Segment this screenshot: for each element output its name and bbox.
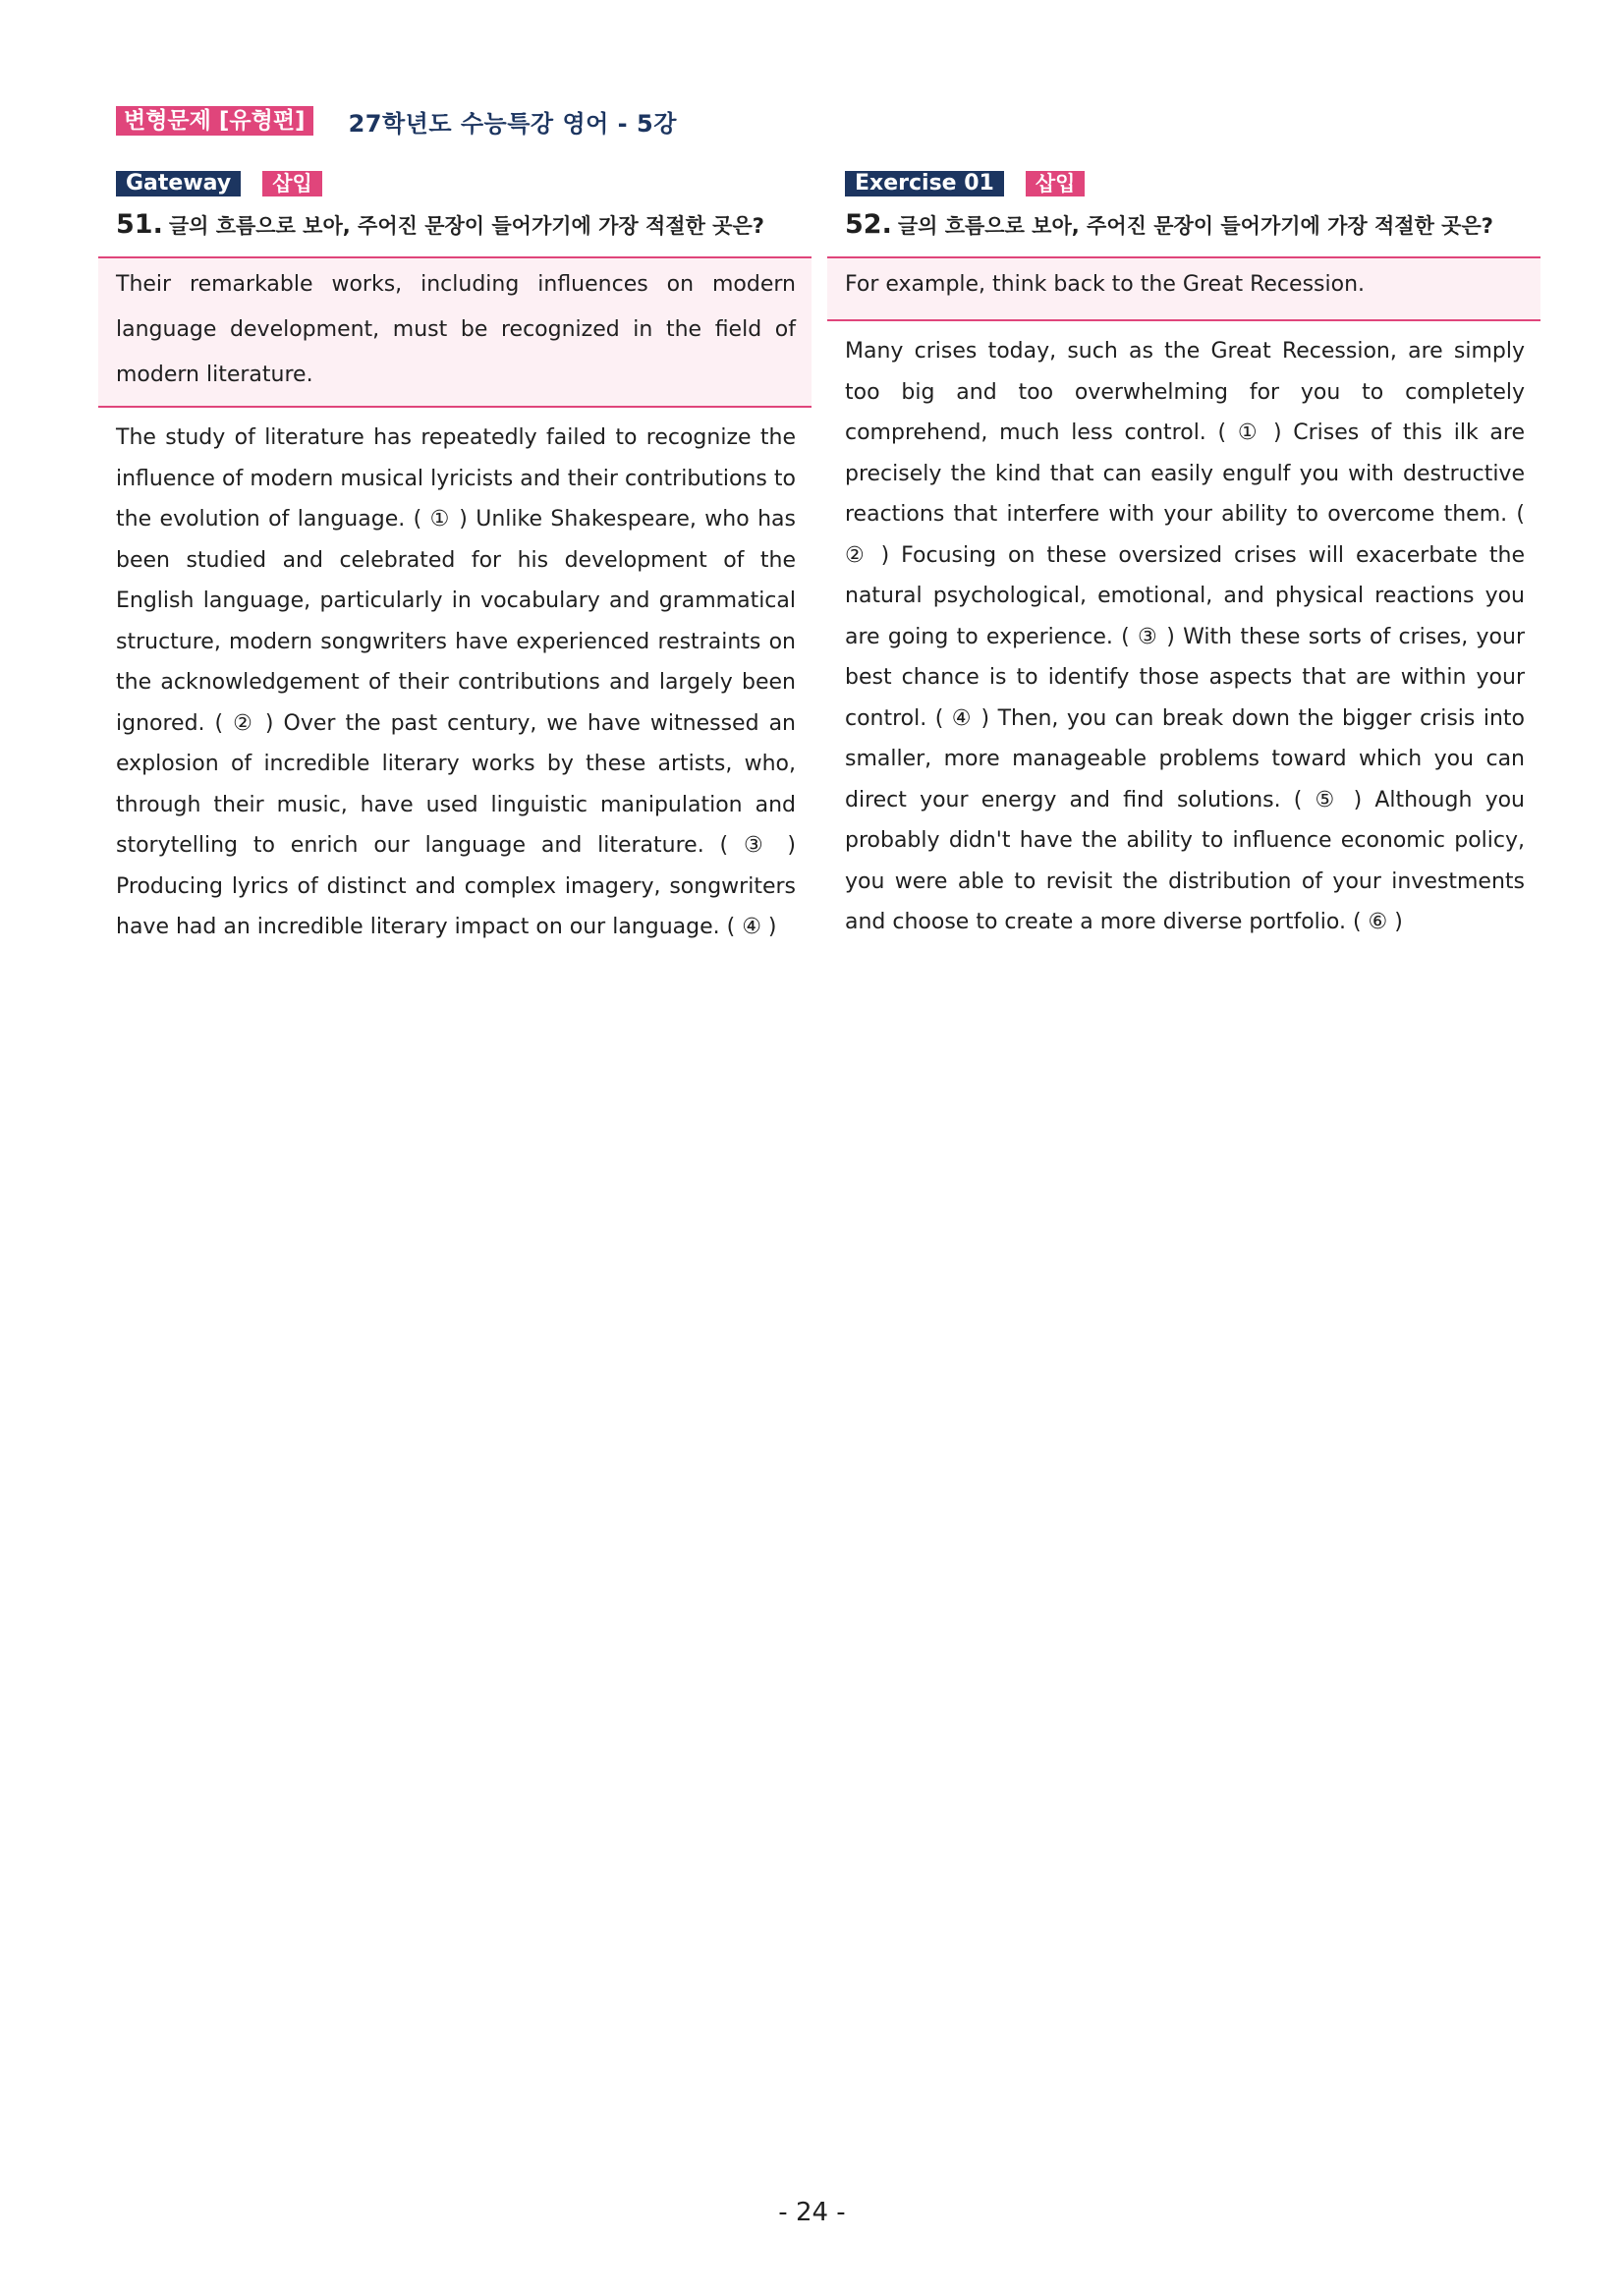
question-number: 51. bbox=[116, 209, 163, 240]
page-number: - 24 - bbox=[778, 2198, 846, 2227]
question-prompt bbox=[845, 206, 1513, 245]
given-sentence-box: Their remarkable works, including influences on modern language development, must be recognized in the field of modern literature. bbox=[98, 256, 812, 408]
passage-text: The study of literature has repeatedly failed to recognize the influence of modern musical lyricists and their contributions to the evolution of language. ( ① ) Unlike Shakespeare, who has been studied and celebrated for his development of the English language, particularly in vocabulary and grammatical structure, modern songwriters have experienced restraints on the acknowledgement of their contributions and largely been ignored. ( ② ) Over the past century, we have witnessed an explosion of incredible literary works by these artists, who, through their music, have used linguistic manipulation and storytelling to enrich our language and literature. ( ③ ) Producing lyrics of distinct and complex imagery, songwriters have had an incredible literary impact on our language. ( ④ ) bbox=[116, 425, 796, 939]
question-badges bbox=[845, 171, 1540, 196]
question-text: 글의 흐름으로 보아, 주어진 문장이 들어가기에 가장 적절한 곳은? bbox=[897, 214, 1493, 238]
exercise-badge: Exercise 01 bbox=[845, 171, 1004, 196]
given-sentence-box: For example, think back to the Great Recession. bbox=[827, 256, 1540, 321]
page-title: 27학년도 수능특강 영어 - 5강 bbox=[348, 109, 677, 138]
question-52 bbox=[827, 171, 1540, 943]
section-tag: 변형문제 [유형편] bbox=[116, 106, 313, 136]
gateway-badge: Gateway bbox=[116, 171, 241, 196]
question-51 bbox=[98, 171, 812, 948]
question-number: 52. bbox=[845, 209, 892, 240]
question-badges bbox=[116, 171, 812, 196]
question-prompt bbox=[116, 206, 784, 245]
type-badge: 삽입 bbox=[1026, 171, 1086, 196]
page-header bbox=[116, 104, 677, 138]
type-badge: 삽입 bbox=[262, 171, 322, 196]
question-text: 글의 흐름으로 보아, 주어진 문장이 들어가기에 가장 적절한 곳은? bbox=[168, 214, 764, 238]
passage-text: Many crises today, such as the Great Recession, are simply too big and too overwhelming for you to completely comprehend, much less control. ( ① ) Crises of this ilk are precisely the kind that can easily engulf you with destructive reactions that interfere with your ability to overcome them. ( ② ) Focusing on these oversized crises will exacerbate the natural psychological, emotional, and physical reactions you are going to experience. ( ③ ) With these sorts of crises, your best chance is to identify those aspects that are within your control. ( ④ ) Then, you can break down the bigger crisis into smaller, more manageable problems toward which you can direct your energy and find solutions. ( ⑤ ) Although you probably didn't have the ability to influence economic policy, you were able to revisit the distribution of your investments and choose to create a more diverse portfolio. ( ⑥ ) bbox=[845, 339, 1525, 934]
